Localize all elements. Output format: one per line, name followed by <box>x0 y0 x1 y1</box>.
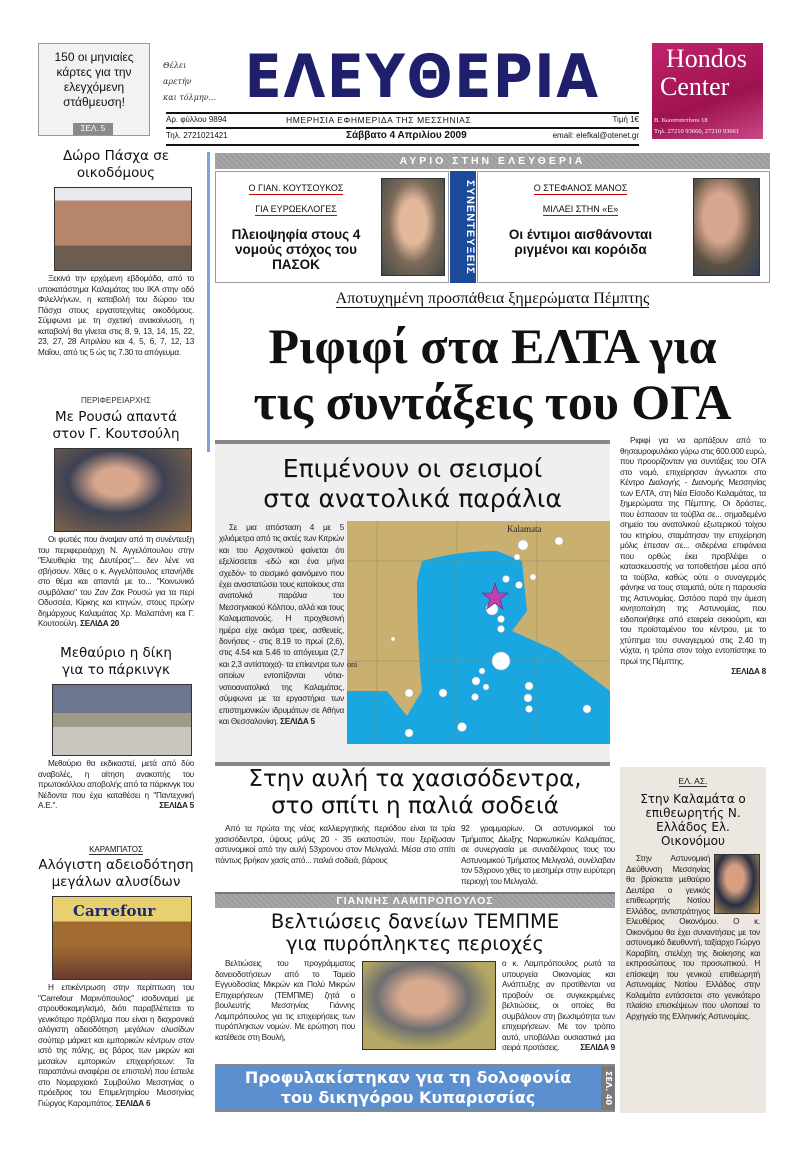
side-box[interactable] <box>620 767 766 1113</box>
interviews-band: ΣΥΝΕΝΤΕΥΞΕΙΣ <box>450 171 476 283</box>
kicker: Ο ΓΙΑΝ. ΚΟΥΤΣΟΥΚΟΣ <box>248 183 344 193</box>
article-text: Η επικέντρωση στην περίπτωση του "Carrefour Μαρινόπουλος" ισοδυναμεί με στρουθοκαμηλισμό, διότι παραβλέπεται το γενικότερο πρόβλημα που είναι η διαχρονικά αλόγιστη αδειοδότηση μεγάλων αλυσίδων σούπερ μάρκετ και εμπορικών κέντρων στον ιστό της πόλης, εις βάρος των μικρών και μεσαίων εμπορικών επιχειρήσεων: Τα παραπάνω αναφέρει σε επιστολή που έστειλε στο Νομαρχιακό Συμβούλιο Μεσσηνίας ο πρόεδρος του Επιμελητηρίου Μεσσηνίας Γιώργος Καραμπάτος. ΣΕΛΙΔΑ 6 <box>38 983 194 1108</box>
quake-headline: Επιμένουν οι σεισμοί στα ανατολικά παράλια <box>263 454 562 513</box>
quake-text: Σε μια απόσταση 4 με 5 χιλιόμετρα από τις ακτές των Κιτριών και του Αρχοντικού φαίνεται ότι εξελίσσεται -εδώ και ένα μήνα σχεδόν- το σεισμικό φαινόμενο που έχει αναστατώσει τους κατοίκους στα ανατολικά παράλια του Μεσσηνιακού Κόλπου, αλλά και τους Καλαματιανούς. Η προχθεσινή ημέρα είχε ακόμα τρεις, ασθενείς, δονήσεις - στις 8.19 το πρωί (2,6), στις 4.54 και 5.46 το απόγευμα (2,7 και 2,3 αντίστοιχα)- τα επίκεντρα των οποίων εντοπίζονται νότια-νοτιοανατολικά της Καλαμάτας, σύμφωνα με τα εργαστήρια των επιστημονικών ιδρυμάτων σε Αθήνα και Θεσσαλονίκη. ΣΕΛΙΔΑ 5 <box>219 523 344 726</box>
ad-line2: Center <box>660 72 730 101</box>
earthquake-map <box>347 521 610 744</box>
lead-text: Ριφιφί για να αρπάξουν από το θησαυροφυλάκιο γύρω στις 600.000 ευρώ, που προορίζονταν για συντάξεις του ΟΓΑ στο νομό, επιχείρησαν άγνωστοι στο Κέντρο Διαλογής - Διανομής Μεσσηνίας των ΕΛΤΑ, στη Νέα Είσοδο Καλαμάτας, τα ξημερώματα της Πέμπτης. Οι δράστες, που έσπασαν τα τούβλα σε... σημαδεμένο σημείο του ανατολικού εξωτερικού τοίχου του κτηρίου, σταμάτησαν την επιχείρηση μόλις έπεσαν σε... σιδερένια επιφάνεια που ορθώς έκει προβλέψει ο κατασκευαστής να τοποθετήσει μέσα από τα τούβλα, καθώς ούτε ο συναγερμός φάνηκε να τους σταματά, ούτε η παρουσία της Αστυνομίας. Ωστόσο παρά την άμεση κινητοποίηση της Αστυνομίας, που ειδοποιήθηκε από εταιρεία σεκιούριτι, και του προϊσταμένου του κέντρου, με το χτύπημα του συναγερμού στις 2.40 τη νύχτα, η τρύπα στον τοίχο εντοπίστηκε το πρωί της Πέμπτης. ΣΕΛΙΔΑ 8 <box>620 436 766 676</box>
promo-text: 150 οι μηνιαίες κάρτες για την ελεγχόμενη στάθμευση! <box>54 50 134 109</box>
kicker: ΓΙΑ ΕΥΡΩΕΚΛΟΓΕΣ <box>255 204 337 214</box>
column-divider <box>207 152 210 452</box>
masthead-bars <box>166 112 639 146</box>
manos-photo <box>693 178 760 276</box>
lampropoulos-bar: ΓΙΑΝΝΗΣ ΛΑΜΠΡΟΠΟΥΛΟΣ <box>215 892 615 908</box>
buildings-photo <box>54 187 192 271</box>
parking-photo <box>52 684 192 756</box>
article-text: Οι φωτιές που άναψαν από τη συνέντευξη του περιφερειάρχη Ν. Αγγελόπουλου στην "Ελευθερία της Δευτέρας"... δεν λένε να σβήσουν. Χθες ο κ. Αγγελόπουλος επανήλθε στο θέμα και απαντά με το... "Κοινωνικό συμβόλαιο" του Ζαν Ζακ Ρουσώ για τα περί Οδυσσέα, Κίρκης και κτηνών, στους πρώην δημάρχους Καλαμάτας Χρ. Μαλαπάνη και Γ. Κουτσούλη. ΣΕΛΙΔΑ 20 <box>38 535 194 628</box>
date: Σάββατο 4 Απριλίου 2009 <box>346 130 467 141</box>
page-ref: ΣΕΛΙΔΑ 9 <box>580 1043 615 1052</box>
hash-text-col1: Από τα πρώτα της νέας καλλιεργητικής περιόδου είναι τα τρία χασισόδεντρα, ύψους μόλις 20 - 35 εκατοστών, που ξερίζωσαν αστυνομικοί από την αυλή 53χρονου στον Μελιγαλά. Μέσα στο σπίτι πάντως βρήκαν χασίς από... παλιά σοδειά, βάρους <box>215 824 455 865</box>
motto-line: και τόλμην... <box>163 93 217 102</box>
article-title: Με Ρουσώ απαντά στον Γ. Κουτσούλη <box>52 409 180 442</box>
price: Τιμή 1€ <box>612 115 639 124</box>
kicker: ΚΑΡΑΜΠΑΤΟΣ <box>89 845 143 854</box>
subtitle: ΗΜΕΡΗΣΙΑ ΕΦΗΜΕΡΙΔΑ ΤΗΣ ΜΕΣΣΗΝΙΑΣ <box>286 115 472 125</box>
loans-headline[interactable]: Βελτιώσεις δανείων ΤΕΜΠΜΕ για πυρόπληκτες περιοχές <box>270 910 560 955</box>
murder-banner[interactable] <box>215 1064 615 1112</box>
article-rousseau[interactable] <box>38 393 194 630</box>
lampropoulos-photo <box>362 961 496 1050</box>
koutsoukos-photo <box>381 178 445 276</box>
lead-kicker: Αποτυχημένη προσπάθεια ξημερώματα Πέμπτης <box>335 290 650 307</box>
article-title: Αλόγιστη αδειοδότηση μεγάλων αλυσίδων <box>38 857 194 890</box>
article-easter-bonus[interactable] <box>38 148 194 358</box>
page-ref: ΣΕΛΙΔΑ 5 <box>280 716 315 726</box>
map-label-koroni: oni <box>347 660 358 669</box>
page-ref: ΣΕΛΙΔΑ 8 <box>731 667 766 676</box>
article-text: Μεθαύριο θα εκδικαστεί, μετά από δύο αναβολές, η αίτηση ανακοπής του πρωτοκόλλου αποβολής από τα πάρκινγκ του Νέδοντα που έχει καταθέσει η "Παντεχνική Α.Ε.". ΣΕΛΙΔΑ 5 <box>38 759 194 810</box>
lead-headline[interactable] <box>215 318 770 430</box>
article-carrefour[interactable] <box>38 842 194 1109</box>
ad-line1: Hondos <box>666 44 747 73</box>
banner-page: ΣΕΛ. 40 <box>601 1066 615 1110</box>
hash-text-col2: 92 γραμμαρίων. Οι αστυνομικοί του Τμήματος Δίωξης Ναρκωτικών Καλαμάτας, σε συνεργασία με συναδέλφους τους του Αστυνομικού Τμήματος Μελιγαλά, συνέλαβαν τον 53χρονο χθες το μεσημέρι στην ευρύτερη περιοχή του Μελιγαλά. <box>461 824 615 886</box>
phone: Τηλ. 2721021421 <box>166 131 228 140</box>
article-parking[interactable] <box>38 645 194 812</box>
interview-title: Οι έντιμοι αισθάνονται ριγμένοι και κορόιδα <box>508 227 653 257</box>
loans-text-col1: Βελτιώσεις του προγράμματος δανειοδοτήσεων από το Ταμείο Εγγυοδοσίας Μικρών και Πολύ Μικρών Επιχειρήσεων (ΤΕΜΠΜΕ) ζητά ο βουλευτής Μεσσηνίας Γιάννης Λαμπρόπουλος για τις επιχειρήσεις των πυρόπληκτων νομών. Με ερώτηση που κατέθεσε στη Βουλή, <box>215 959 355 1042</box>
article-text: Ξεκινά την ερχόμενη εβδομάδα, από το υποκατάστημα Καλαμάτας του ΙΚΑ στην οδό Φιλελλήνων, η καταβολή του δώρου του Πάσχα στους εργατοτεχνίτες οικοδόμους. Σύμφωνα με τη σχετική ανακοίνωση, η καταβολή θα γίνεται στις 8, 9, 13, 14, 15, 22, 23, 27, 28 Απριλίου και 4, 5, 6, 7, 12, 13 Μαΐου, από τις 5 ώς τις 7.30 το απόγευμα. <box>38 274 194 357</box>
carrefour-photo <box>52 896 192 980</box>
promo-page: ΣΕΛ. 5 <box>73 123 113 135</box>
hondos-ad[interactable] <box>652 43 763 139</box>
promo-box[interactable] <box>38 43 150 136</box>
banner-line: του δικηγόρου Κυπαρισσίας <box>280 1088 536 1107</box>
kicker: Ο ΣΤΕΦΑΝΟΣ ΜΑΝΟΣ <box>533 183 628 193</box>
motto-line: Θέλει <box>163 61 187 70</box>
quake-box[interactable] <box>215 440 610 766</box>
banner-line: Προφυλακίστηκαν για τη δολοφονία <box>244 1068 572 1087</box>
map-label-kalamata: Kalamata <box>507 524 542 534</box>
carrefour-sign: Carrefour <box>73 902 156 920</box>
email: email: elefkal@otenet.gr <box>552 131 639 140</box>
headline-line: τις συντάξεις του ΟΓΑ <box>253 374 732 430</box>
motto <box>163 58 216 106</box>
loans-text-col2: ο κ. Λαμπρόπουλος ρωτά τα υπουργεία Οικονομίας και Ανάπτυξης αν προτίθενται να προβούν σε συγκεκριμένες βελτιώσεις, οι οποίες θα συμβάλουν στη βιωσιμότητα των επιχειρήσεων. Με τον τρόπο αυτό, υποβάλλει ουσιαστικά μια σειρά προτάσεις. ΣΕΛΙΔΑ 9 <box>502 959 615 1052</box>
side-text: Στην Αστυνομική Διεύθυνση Μεσσηνίας θα βρίσκεται μεθαύριο Δευτέρα ο γενικός επιθεωρητής Νοτίου Ελλάδος, αντιστράτηγος Ελευθέριος Οικονόμου. Ο κ. Οικονόμου θα έχει συναντήσεις με τον αστυνομικό διευθυντή, ταξίαρχο Γιώργο Καραβίτη, στελέχη της διοίκησης και εκπροσώπους του προσωπικού. Η επίσκεψη του γενικού επιθεωρητή Αστυνομίας Νοτίου Ελλάδος στην Καλαμάτα εντάσσεται στο γενικότερο πλαίσιο επισκέψεων που υλοποιεί το Αρχηγείο της Ελληνικής Αστυνομίας. <box>626 854 760 1021</box>
issue-number: Αρ. φύλλου 9894 <box>166 115 227 124</box>
kicker: ΜΙΛΑΕΙ ΣΤΗΝ «Ε» <box>542 204 619 214</box>
article-title: Δώρο Πάσχα σε οικοδόμους <box>62 148 170 181</box>
article-title: Μεθαύριο η δίκη για το πάρκινγκ <box>60 645 172 678</box>
motto-line: αρετήν <box>163 77 192 86</box>
interview-right[interactable] <box>477 171 770 283</box>
logo: ΕΛΕΥΘΕΡΙΑ <box>244 42 600 112</box>
oikonomou-photo <box>714 854 760 914</box>
kicker: ΠΕΡΙΦΕΡΕΙΑΡΧΗΣ <box>80 396 151 405</box>
hash-headline[interactable]: Στην αυλή τα χασισόδεντρα, στο σπίτι η παλιά σοδειά <box>248 766 582 819</box>
interview-left[interactable] <box>215 171 449 283</box>
side-title: Στην Καλαμάτα ο επιθεωρητής Ν. Ελλάδος Ελ. Οικονόμου <box>640 792 746 848</box>
tomorrow-bar: ΑΥΡΙΟ ΣΤΗΝ ΕΛΕΥΘΕΡΙΑ <box>215 153 770 169</box>
headline-line: Ριφιφί στα ΕΛΤΑ για <box>268 318 717 374</box>
ad-phones: Τηλ. 27210 93660, 27210 93661 <box>654 128 740 135</box>
interview-title: Πλειοψηφία στους 4 νομούς στόχος του ΠΑΣΟΚ <box>231 227 361 272</box>
ad-address: Β. Κωνσταντίνου 18 <box>654 117 708 124</box>
side-kicker: ΕΛ. ΑΣ. <box>678 776 708 786</box>
angelopoulos-photo <box>54 448 192 532</box>
